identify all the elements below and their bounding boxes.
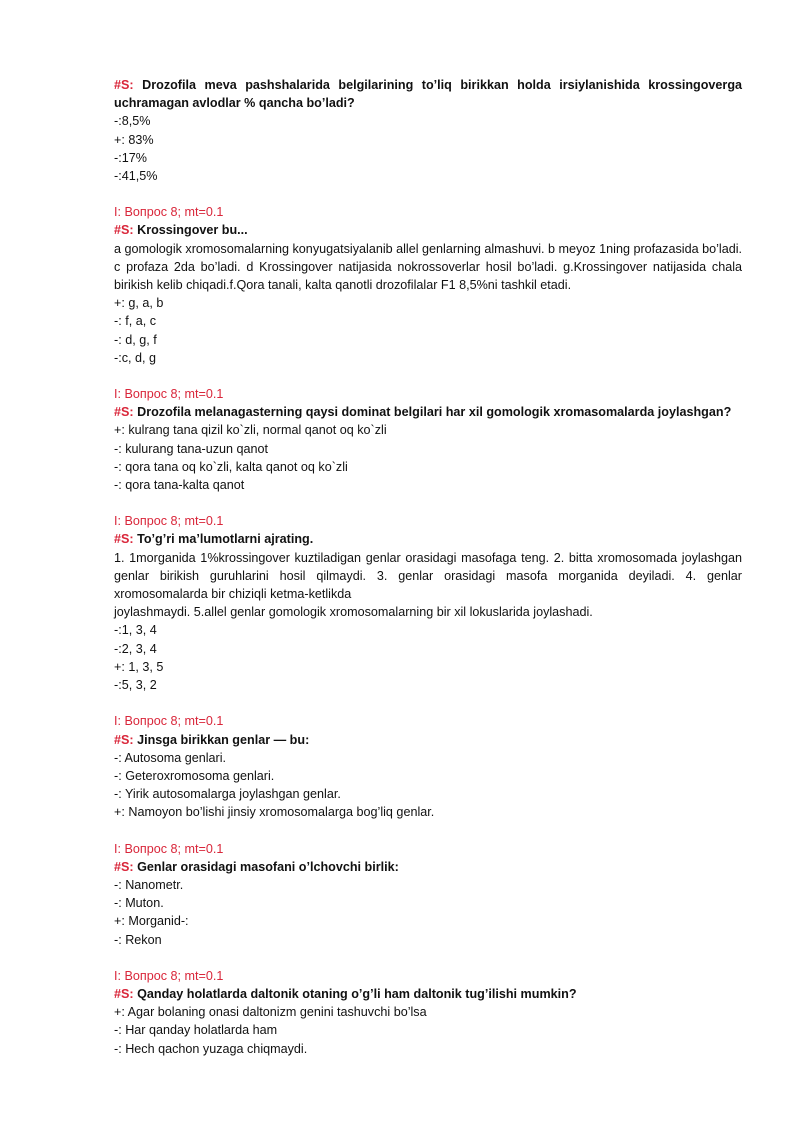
- answer-option-correct: +: Namoyon bo’lishi jinsiy xromosomalarga bog’liq genlar.: [114, 805, 435, 820]
- question-meta: I: Вопрос 8; mt=0.1: [114, 968, 224, 983]
- question-block-4: [114, 512, 742, 694]
- question-text: #S: To’g’ri ma’lumotlarni ajrating.: [114, 532, 314, 547]
- question-meta: I: Вопрос 8; mt=0.1: [114, 205, 224, 220]
- question-statements-continued: joylashmaydi. 5.allel genlar gomologik xromosomalarning bir xil lokuslarida joylashadi.: [114, 605, 593, 620]
- answer-option: -: f, a, c: [114, 314, 156, 329]
- answer-option-correct: +: Agar bolaning onasi daltonizm genini tashuvchi bo’lsa: [114, 1005, 427, 1020]
- answer-option: -: qora tana oq ko`zli, kalta qanot oq ko`zli: [114, 459, 348, 474]
- answer-option: -:2, 3, 4: [114, 641, 157, 656]
- question-meta: I: Вопрос 8; mt=0.1: [114, 514, 224, 529]
- question-block-6: [114, 840, 742, 949]
- question-text: #S: Genlar orasidagi masofani o’lchovchi birlik:: [114, 859, 399, 874]
- answer-option-correct: +: 1, 3, 5: [114, 659, 164, 674]
- answer-option-correct: +: Morganid-:: [114, 914, 189, 929]
- question-block-5: [114, 712, 742, 821]
- question-tag: #S:: [114, 732, 134, 747]
- answer-option: -: Nanometr.: [114, 877, 184, 892]
- question-tag: #S:: [114, 532, 134, 547]
- question-text: #S: Krossingover bu...: [114, 223, 248, 238]
- answer-option: -: Muton.: [114, 896, 164, 911]
- question-tag: #S:: [114, 405, 134, 420]
- answer-option-correct: +: g, a, b: [114, 296, 164, 311]
- answer-option: -: Geteroxromosoma genlari.: [114, 768, 275, 783]
- answer-option: -:17%: [114, 150, 147, 165]
- answer-option: -: Hech qachon yuzaga chiqmaydi.: [114, 1041, 308, 1056]
- answer-option-correct: +: 83%: [114, 132, 154, 147]
- question-meta: I: Вопрос 8; mt=0.1: [114, 714, 224, 729]
- question-text: #S: Drozofila meva pashshalarida belgilarining to’liq birikkan holda irsiylanishida krossingoverga uchramagan avlodlar % qancha bo’ladi?: [114, 78, 743, 111]
- question-tag: #S:: [114, 986, 134, 1001]
- question-text: #S: Qanday holatlarda daltonik otaning o’g’li ham daltonik tug’ilishi mumkin?: [114, 986, 577, 1001]
- question-block-7: [114, 967, 742, 1058]
- question-tag: #S:: [114, 859, 134, 874]
- answer-option: -: Autosoma genlari.: [114, 750, 227, 765]
- answer-option: -:41,5%: [114, 169, 158, 184]
- answer-option-correct: +: kulrang tana qizil ko`zli, normal qanot oq ko`zli: [114, 423, 387, 438]
- answer-option: -: Rekon: [114, 932, 162, 947]
- answer-option: -: d, g, f: [114, 332, 157, 347]
- answer-option: -: qora tana-kalta qanot: [114, 478, 245, 493]
- answer-option: -:8,5%: [114, 114, 151, 129]
- question-text: #S: Jinsga birikkan genlar — bu:: [114, 732, 310, 747]
- answer-option: -: Har qanday holatlarda ham: [114, 1023, 278, 1038]
- test-document: [114, 76, 742, 1076]
- answer-option: -:1, 3, 4: [114, 623, 157, 638]
- question-meta: I: Вопрос 8; mt=0.1: [114, 841, 224, 856]
- question-block-1: [114, 76, 742, 185]
- question-meta: I: Вопрос 8; mt=0.1: [114, 387, 224, 402]
- question-tag: #S:: [114, 78, 134, 92]
- answer-option: -:5, 3, 2: [114, 678, 157, 693]
- question-statements: 1. 1morganida 1%krossingover kuztiladigan genlar orasidagi masofaga teng. 2. bitta xromosomada joylashgan genlar birikish guruhlarini hosil qilmaydi. 3. genlar orasidagi masofa morganida deyiladi. 4. genlar xromosomalarda bir chiziqli ketma-ketlikda: [114, 550, 742, 602]
- question-block-3: [114, 385, 742, 494]
- question-statements: a gomologik xromosomalarning konyugatsiyalanib allel genlarning almashuvi. b meyoz 1ning profazasida bo’ladi. c profaza 2da bo’ladi. d Krossingover natijasida nokrossoverlar hosil bo’ladi. g.Krossingover natijasida chala birikish kelib chiqadi.f.Qora tanali, kalta qanotli drozofilalar F1 8,5%ni tashkil etadi.: [114, 241, 742, 293]
- answer-option: -:c, d, g: [114, 350, 156, 365]
- answer-option: -: Yirik autosomalarga joylashgan genlar.: [114, 787, 341, 802]
- question-text: #S: Drozofila melanagasterning qaysi dominat belgilari har xil gomologik xromasomalarda joylashgan?: [114, 405, 732, 420]
- answer-option: -: kulurang tana-uzun qanot: [114, 441, 269, 456]
- question-tag: #S:: [114, 223, 134, 238]
- question-block-2: [114, 203, 742, 367]
